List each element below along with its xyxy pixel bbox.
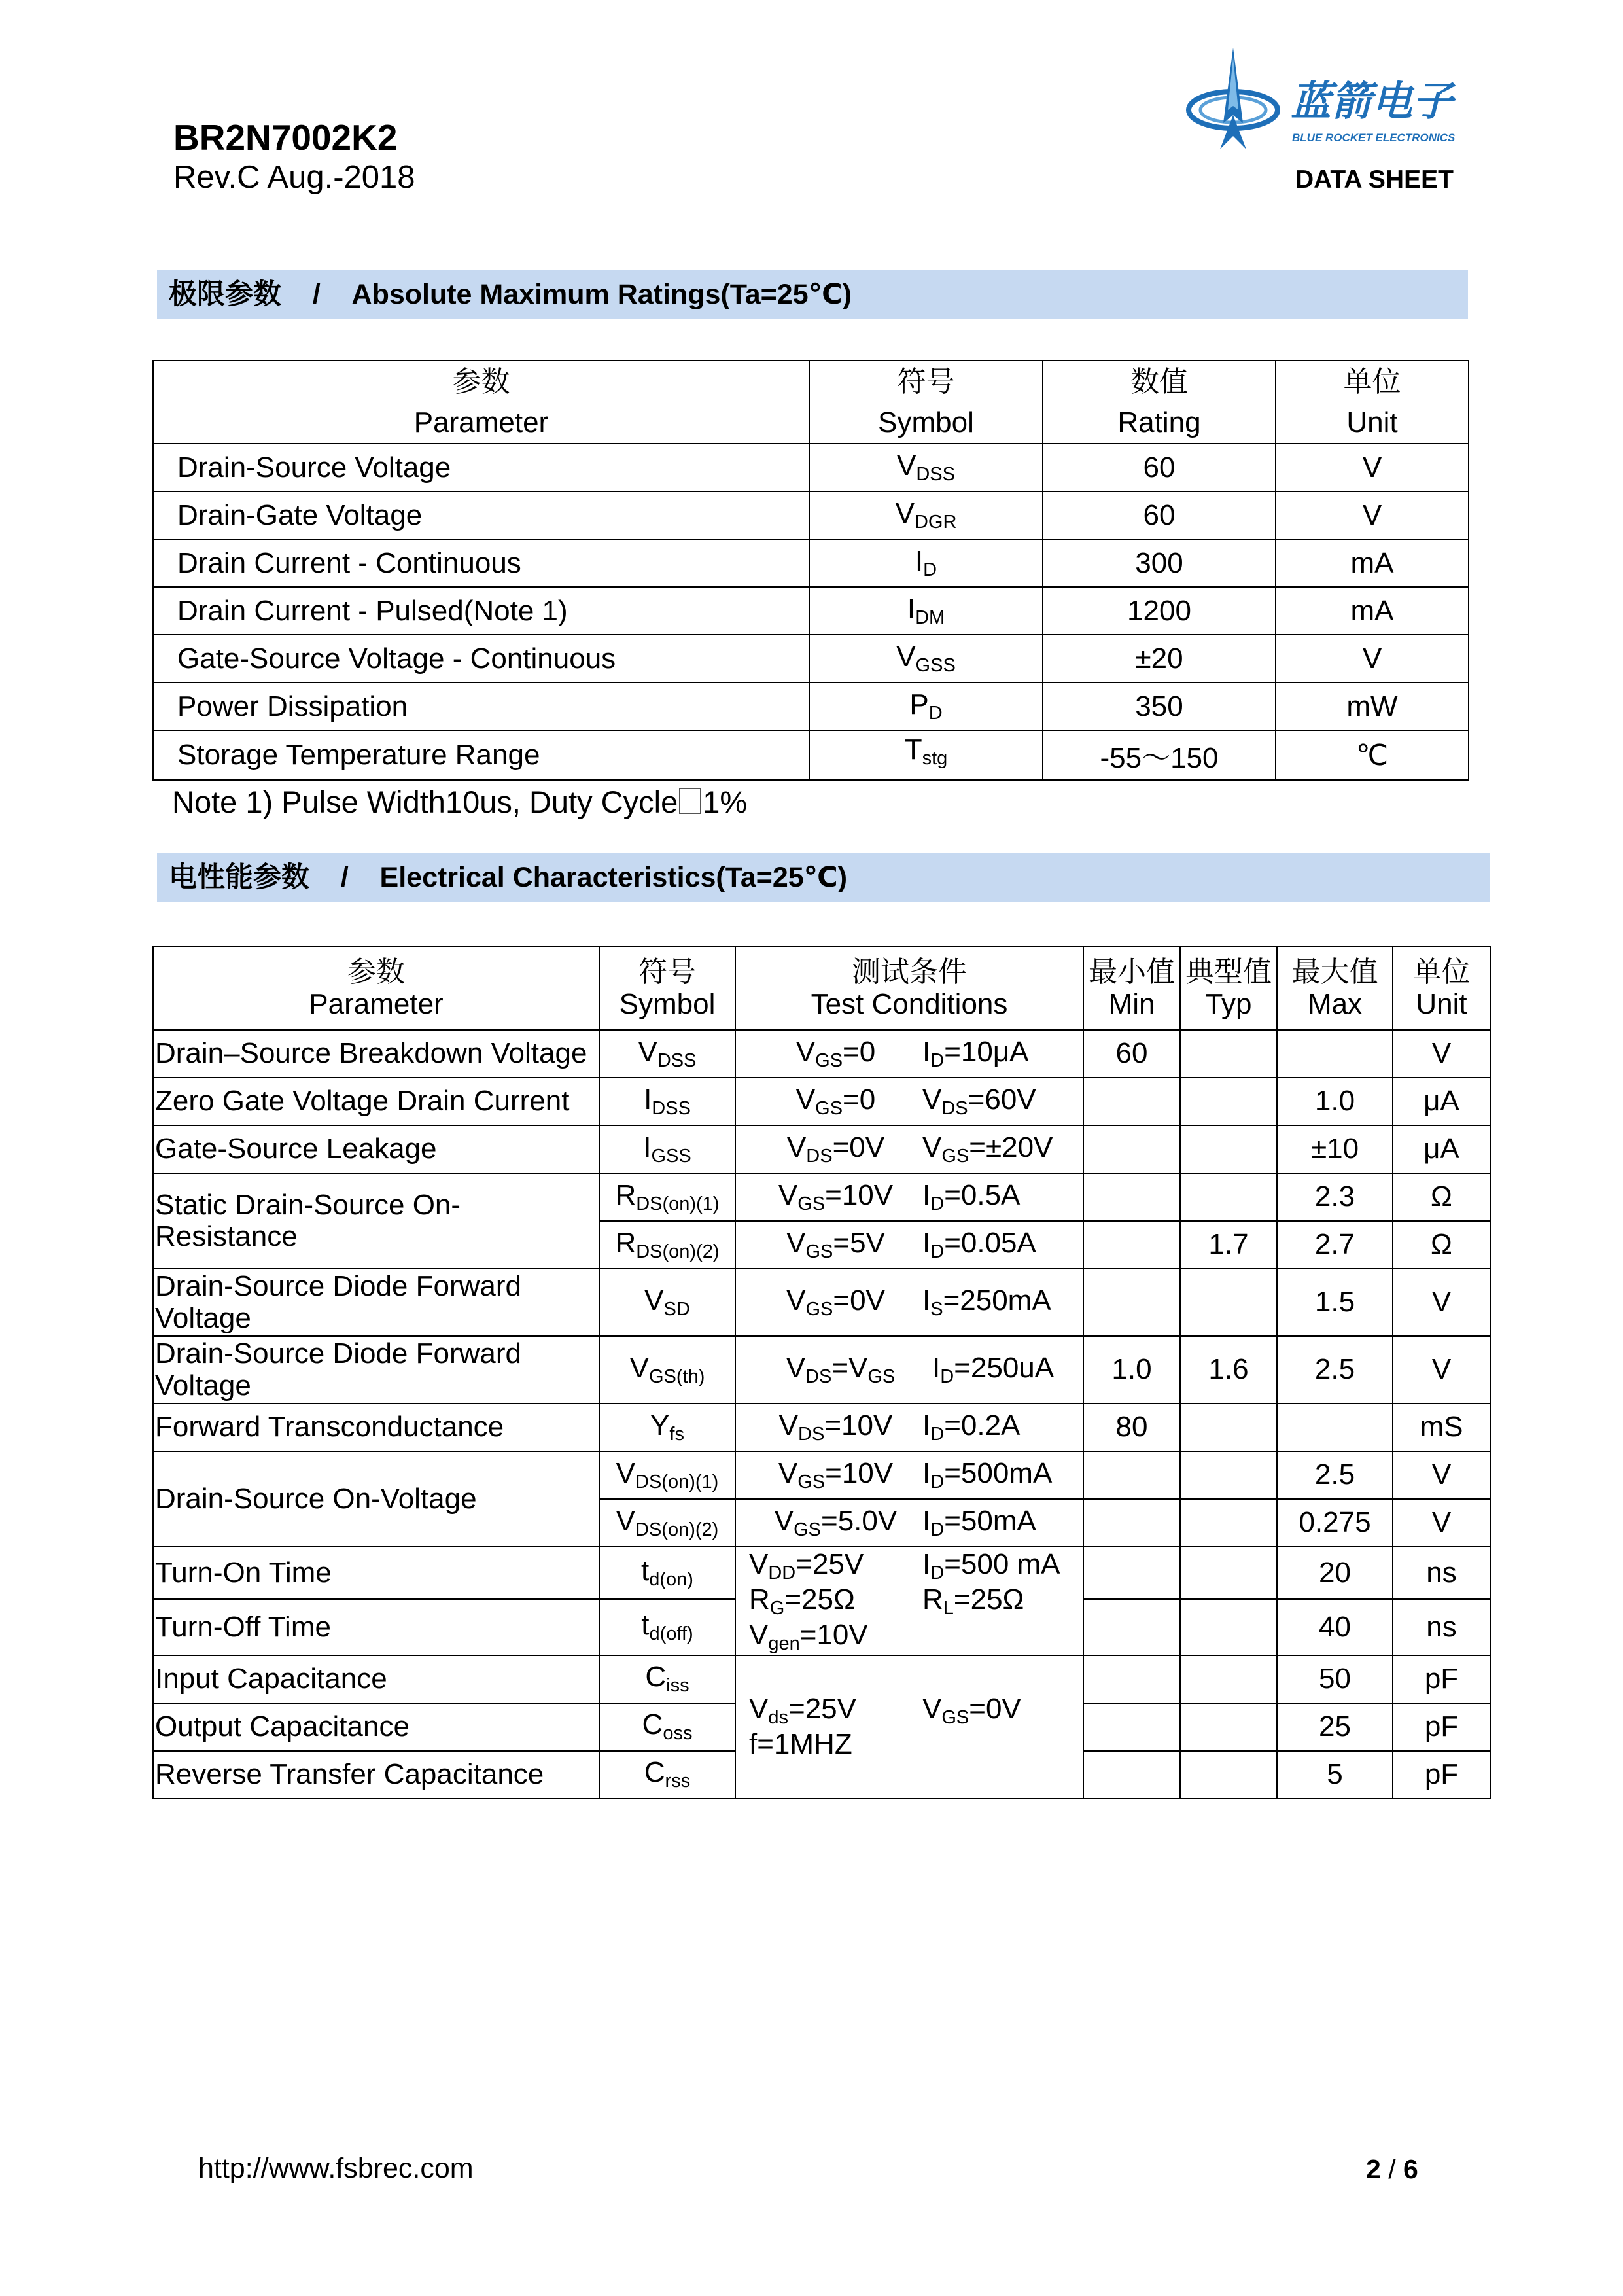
- conditions-cell: $V_{DS}=V_{GS}$ $I_D=250uA$: [735, 1336, 1083, 1404]
- max-cell: [1277, 1404, 1393, 1451]
- table-header-row: [153, 947, 1490, 1030]
- min-cell: [1083, 1125, 1180, 1173]
- table-row: [153, 491, 1469, 539]
- header-en: Unit: [1346, 406, 1398, 438]
- typ-cell: [1180, 1269, 1277, 1336]
- header-cn: 典型值: [1185, 956, 1272, 989]
- unit-cell: V: [1276, 491, 1469, 539]
- unit-cell: V: [1276, 444, 1469, 491]
- param-cell: Static Drain-Source On-Resistance: [153, 1173, 599, 1269]
- symbol-cell: $I_{DM}$: [809, 587, 1043, 635]
- symbol-cell: $V_{DGR}$: [809, 491, 1043, 539]
- header-cn: 最大值: [1291, 956, 1378, 989]
- symbol-cell: $t_{d(off)}$: [599, 1599, 735, 1655]
- param-cell: Drain-Source Voltage: [153, 444, 809, 491]
- elec-title: 电性能参数 / Electrical Characteristics(Ta=25℃): [157, 853, 1490, 902]
- page-number: 2 / 6: [1366, 2154, 1418, 2184]
- typ-cell: [1180, 1499, 1277, 1547]
- table-row: [153, 1125, 1490, 1173]
- min-cell: [1083, 1599, 1180, 1655]
- missing-glyph-icon: [679, 788, 701, 814]
- param-cell: Drain–Source Breakdown Voltage: [153, 1030, 599, 1078]
- conditions-cell: $V_{GS}=10V$ $I_D=500mA$: [735, 1451, 1083, 1499]
- rating-cell: ±20: [1043, 635, 1276, 682]
- typ-cell: [1180, 1751, 1277, 1799]
- symbol-cell: $V_{DSS}$: [599, 1030, 735, 1078]
- param-cell: Drain-Source On-Voltage: [153, 1451, 599, 1547]
- header-cn: 参数: [347, 956, 405, 989]
- max-cell: 1.5: [1277, 1269, 1393, 1336]
- min-cell: [1083, 1451, 1180, 1499]
- symbol-cell: $R_{DS(on)(2)}$: [599, 1221, 735, 1269]
- symbol-cell: $V_{GSS}$: [809, 635, 1043, 682]
- symbol-cell: $C_{rss}$: [599, 1751, 735, 1799]
- header-cn: 最小值: [1089, 956, 1175, 989]
- symbol-cell: $t_{d(on)}$: [599, 1547, 735, 1599]
- table-row: [153, 1655, 1490, 1703]
- max-cell: 0.275: [1277, 1499, 1393, 1547]
- param-cell: Reverse Transfer Capacitance: [153, 1751, 599, 1799]
- param-cell: Turn-On Time: [153, 1547, 599, 1599]
- header-en: Parameter: [309, 987, 444, 1020]
- header-cn: 参数: [452, 365, 510, 398]
- table-row: [153, 635, 1469, 682]
- table-row: [153, 1336, 1490, 1404]
- header-en: Parameter: [413, 406, 549, 438]
- symbol-cell: $V_{GS(th)}$: [599, 1336, 735, 1404]
- abs-max-title: 极限参数 / Absolute Maximum Ratings(Ta=25℃): [157, 270, 1468, 319]
- table-row: [153, 682, 1469, 730]
- header-cn: 符号: [638, 956, 696, 989]
- max-cell: 25: [1277, 1703, 1393, 1751]
- header-cn: 测试条件: [852, 956, 967, 989]
- unit-cell: ℃: [1276, 730, 1469, 780]
- conditions-cell: $V_{GS}=5V$ $I_D=0.05A$: [735, 1221, 1083, 1269]
- symbol-cell: $R_{DS(on)(1)}$: [599, 1173, 735, 1221]
- max-cell: [1277, 1030, 1393, 1078]
- min-cell: [1083, 1751, 1180, 1799]
- header-en: Test Conditions: [811, 987, 1008, 1020]
- max-cell: 2.5: [1277, 1451, 1393, 1499]
- conditions-cell: $V_{ds}=25V$ f=1MHZ $V_{GS}=0V$: [735, 1655, 1083, 1799]
- header-cn: 单位: [1412, 956, 1471, 989]
- symbol-cell: $I_D$: [809, 539, 1043, 587]
- rating-cell: 350: [1043, 682, 1276, 730]
- unit-cell: ns: [1393, 1547, 1490, 1599]
- conditions-cell: $V_{DS}=10V$ $I_D=0.2A$: [735, 1404, 1083, 1451]
- conditions-cell: $V_{GS}=5.0V$ $I_D=50mA$: [735, 1499, 1083, 1547]
- min-cell: [1083, 1499, 1180, 1547]
- header-en: Symbol: [878, 406, 974, 438]
- min-cell: [1083, 1221, 1180, 1269]
- min-cell: 80: [1083, 1404, 1180, 1451]
- symbol-cell: $V_{SD}$: [599, 1269, 735, 1336]
- typ-cell: [1180, 1030, 1277, 1078]
- unit-cell: mW: [1276, 682, 1469, 730]
- unit-cell: V: [1393, 1336, 1490, 1404]
- unit-cell: Ω: [1393, 1221, 1490, 1269]
- param-cell: Output Capacitance: [153, 1703, 599, 1751]
- revision: Rev.C Aug.-2018: [173, 160, 415, 195]
- unit-cell: μA: [1393, 1078, 1490, 1125]
- unit-cell: V: [1393, 1269, 1490, 1336]
- param-cell: Storage Temperature Range: [153, 730, 809, 780]
- svg-text:BLUE ROCKET ELECTRONICS: BLUE ROCKET ELECTRONICS: [1292, 132, 1456, 144]
- header-en: Unit: [1416, 987, 1467, 1020]
- rating-cell: 60: [1043, 444, 1276, 491]
- rating-cell: 1200: [1043, 587, 1276, 635]
- conditions-cell: $V_{GS}=0$ $V_{DS}=60V$: [735, 1078, 1083, 1125]
- param-cell: Gate-Source Voltage - Continuous: [153, 635, 809, 682]
- abs-max-table: [152, 360, 1469, 781]
- table-row: [153, 1078, 1490, 1125]
- symbol-cell: $I_{DSS}$: [599, 1078, 735, 1125]
- typ-cell: [1180, 1078, 1277, 1125]
- param-cell: Input Capacitance: [153, 1655, 599, 1703]
- header-en: Max: [1307, 987, 1363, 1020]
- typ-cell: [1180, 1655, 1277, 1703]
- unit-cell: mA: [1276, 539, 1469, 587]
- conditions-cell: $V_{GS}=10V$ $I_D=0.5A$: [735, 1173, 1083, 1221]
- min-cell: [1083, 1078, 1180, 1125]
- symbol-cell: $V_{DS(on)(1)}$: [599, 1451, 735, 1499]
- max-cell: 2.3: [1277, 1173, 1393, 1221]
- table-row: [153, 1269, 1490, 1336]
- rating-cell: 300: [1043, 539, 1276, 587]
- min-cell: [1083, 1655, 1180, 1703]
- param-cell: Forward Transconductance: [153, 1404, 599, 1451]
- note-1: Note 1) Pulse Width10us, Duty Cycle 1%: [172, 785, 748, 819]
- unit-cell: V: [1276, 635, 1469, 682]
- svg-text:蓝箭电子: 蓝箭电子: [1291, 77, 1454, 125]
- unit-cell: ns: [1393, 1599, 1490, 1655]
- symbol-cell: $C_{oss}$: [599, 1703, 735, 1751]
- elec-table: [152, 946, 1491, 1799]
- table-row: [153, 1451, 1490, 1499]
- table-row: [153, 444, 1469, 491]
- param-cell: Drain Current - Continuous: [153, 539, 809, 587]
- min-cell: [1083, 1269, 1180, 1336]
- unit-cell: V: [1393, 1451, 1490, 1499]
- max-cell: 40: [1277, 1599, 1393, 1655]
- table-row: [153, 1173, 1490, 1221]
- data-sheet-label: DATA SHEET: [1295, 166, 1454, 194]
- rating-cell: 60: [1043, 491, 1276, 539]
- header-cn: 符号: [897, 365, 955, 398]
- typ-cell: [1180, 1703, 1277, 1751]
- table-header-row: [153, 361, 1469, 444]
- conditions-cell: $V_{GS}=0V$ $I_S=250mA$: [735, 1269, 1083, 1336]
- conditions-cell: $V_{DD}=25V$ $R_G=25\Omega$ $V_{gen}=10V$ $I_D=500$ mA $R_L=25\Omega$: [735, 1547, 1083, 1655]
- website-link[interactable]: http://www.fsbrec.com: [198, 2153, 474, 2184]
- param-cell: Drain-Source Diode Forward Voltage: [153, 1269, 599, 1336]
- brand-logo: [1181, 44, 1475, 172]
- table-row: [153, 539, 1469, 587]
- typ-cell: [1180, 1125, 1277, 1173]
- conditions-cell: $V_{DS}=0V$ $V_{GS}=\pm 20V$: [735, 1125, 1083, 1173]
- param-cell: Power Dissipation: [153, 682, 809, 730]
- param-cell: Zero Gate Voltage Drain Current: [153, 1078, 599, 1125]
- param-cell: Drain-Source Diode Forward Voltage: [153, 1336, 599, 1404]
- header-en: Rating: [1117, 406, 1201, 438]
- max-cell: ±10: [1277, 1125, 1393, 1173]
- symbol-cell: $I_{GSS}$: [599, 1125, 735, 1173]
- max-cell: 50: [1277, 1655, 1393, 1703]
- table-row: [153, 730, 1469, 780]
- header-cn: 单位: [1343, 365, 1401, 398]
- min-cell: [1083, 1547, 1180, 1599]
- unit-cell: pF: [1393, 1751, 1490, 1799]
- table-row: [153, 1030, 1490, 1078]
- typ-cell: [1180, 1547, 1277, 1599]
- max-cell: 2.5: [1277, 1336, 1393, 1404]
- rocket-logo-icon: [1181, 44, 1475, 172]
- symbol-cell: $P_D$: [809, 682, 1043, 730]
- param-cell: Gate-Source Leakage: [153, 1125, 599, 1173]
- typ-cell: [1180, 1599, 1277, 1655]
- unit-cell: V: [1393, 1030, 1490, 1078]
- param-cell: Drain-Gate Voltage: [153, 491, 809, 539]
- symbol-cell: $Y_{fs}$: [599, 1404, 735, 1451]
- typ-cell: 1.6: [1180, 1336, 1277, 1404]
- header-en: Symbol: [619, 987, 716, 1020]
- param-cell: Drain Current - Pulsed(Note 1): [153, 587, 809, 635]
- param-cell: Turn-Off Time: [153, 1599, 599, 1655]
- symbol-cell: $V_{DS(on)(2)}$: [599, 1499, 735, 1547]
- table-row: [153, 1404, 1490, 1451]
- header-en: Typ: [1205, 987, 1252, 1020]
- min-cell: [1083, 1173, 1180, 1221]
- max-cell: 5: [1277, 1751, 1393, 1799]
- table-row: [153, 1547, 1490, 1599]
- typ-cell: [1180, 1404, 1277, 1451]
- unit-cell: mS: [1393, 1404, 1490, 1451]
- unit-cell: Ω: [1393, 1173, 1490, 1221]
- max-cell: 1.0: [1277, 1078, 1393, 1125]
- max-cell: 2.7: [1277, 1221, 1393, 1269]
- unit-cell: μA: [1393, 1125, 1490, 1173]
- max-cell: 20: [1277, 1547, 1393, 1599]
- typ-cell: [1180, 1451, 1277, 1499]
- part-number: BR2N7002K2: [173, 117, 398, 158]
- min-cell: [1083, 1703, 1180, 1751]
- unit-cell: pF: [1393, 1703, 1490, 1751]
- typ-cell: [1180, 1173, 1277, 1221]
- rating-cell: -55～150: [1043, 730, 1276, 780]
- min-cell: 60: [1083, 1030, 1180, 1078]
- unit-cell: mA: [1276, 587, 1469, 635]
- symbol-cell: $C_{iss}$: [599, 1655, 735, 1703]
- conditions-cell: $V_{GS}=0$ $I_D=10\mu A$: [735, 1030, 1083, 1078]
- symbol-cell: $T_{stg}$: [809, 730, 1043, 780]
- header-en: Min: [1108, 987, 1155, 1020]
- symbol-cell: $V_{DSS}$: [809, 444, 1043, 491]
- unit-cell: pF: [1393, 1655, 1490, 1703]
- table-row: [153, 587, 1469, 635]
- min-cell: 1.0: [1083, 1336, 1180, 1404]
- unit-cell: V: [1393, 1499, 1490, 1547]
- typ-cell: 1.7: [1180, 1221, 1277, 1269]
- header-cn: 数值: [1130, 365, 1188, 398]
